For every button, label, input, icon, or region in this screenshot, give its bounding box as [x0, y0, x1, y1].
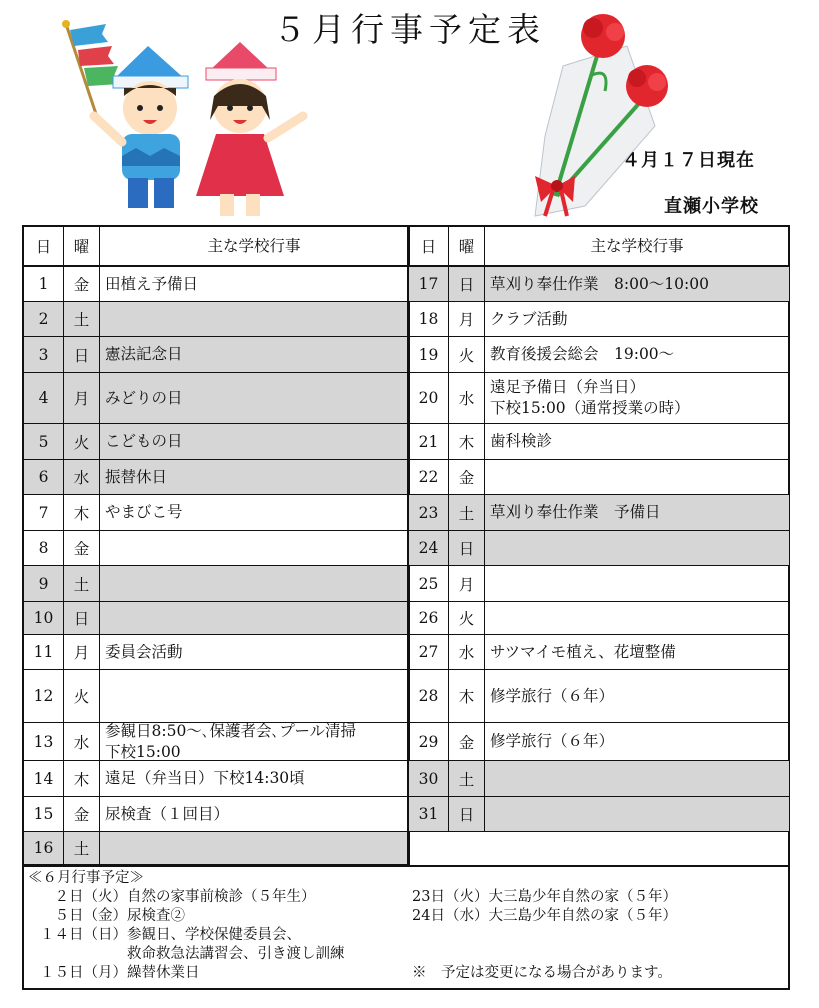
row-weekday: 木	[64, 761, 100, 796]
row-event	[100, 832, 408, 864]
row-weekday: 日	[449, 797, 485, 831]
header-day: 日	[24, 227, 64, 265]
row-weekday: 金	[449, 460, 485, 494]
row-day: 18	[409, 302, 449, 336]
table-header	[409, 227, 789, 267]
june-event-line: 23日（火）大三島少年自然の家（５年）	[412, 889, 677, 905]
row-event-line: 参観日8:50～､保護者会､プール清掃	[105, 721, 357, 740]
row-weekday: 水	[449, 635, 485, 669]
row-event: 憲法記念日	[105, 345, 183, 363]
row-event: 尿検査（１回目）	[105, 804, 230, 823]
row-weekday: 月	[449, 302, 485, 336]
row-weekday: 水	[64, 723, 100, 760]
header-event: 主な学校行事	[590, 236, 684, 255]
table-row	[409, 337, 789, 373]
row-event	[100, 602, 408, 634]
table-row	[24, 670, 408, 723]
table-row	[409, 267, 789, 302]
row-weekday: 金	[64, 531, 100, 565]
row-weekday: 日	[449, 531, 485, 565]
row-event-lines	[105, 721, 356, 763]
table-row	[24, 460, 408, 495]
table-row	[24, 424, 408, 460]
row-event	[100, 566, 408, 601]
table-row	[409, 797, 789, 832]
header-weekday: 曜	[449, 227, 485, 265]
row-event	[100, 723, 408, 760]
row-event: サツマイモ植え、花壇整備	[490, 642, 676, 661]
june-event-line: ２日（火）自然の家事前検診（５年生）	[40, 889, 316, 905]
row-day: 24	[409, 531, 449, 565]
kids-kabuto-illustration	[58, 16, 328, 221]
row-event: 修学旅行（６年）	[490, 732, 615, 750]
row-event-line: 下校15:00（通常授業の時）	[490, 399, 690, 417]
header-event: 主な学校行事	[207, 236, 301, 255]
row-weekday: 水	[64, 460, 100, 494]
table-row	[24, 602, 408, 635]
row-day: 31	[409, 797, 449, 831]
row-weekday: 火	[449, 602, 485, 634]
page-title: ５月行事予定表	[273, 10, 546, 49]
table-row	[24, 302, 408, 337]
row-day: 17	[409, 267, 449, 301]
row-event: みどりの日	[105, 388, 183, 407]
table-row	[409, 302, 789, 337]
row-event: 教育後援会総会 19:00～	[490, 345, 675, 363]
row-day: 19	[409, 337, 449, 372]
row-day: 2	[24, 302, 64, 336]
row-weekday: 月	[449, 566, 485, 601]
june-heading: ≪６月行事予定≫	[28, 870, 144, 886]
table-row	[24, 267, 408, 302]
row-event: 委員会活動	[105, 642, 183, 661]
row-event: こどもの日	[105, 432, 183, 450]
row-event: 歯科検診	[490, 432, 553, 450]
row-day: 11	[24, 635, 64, 669]
row-day: 26	[409, 602, 449, 634]
row-event: やまびこ号	[105, 503, 183, 521]
table-row	[24, 495, 408, 531]
row-weekday: 土	[64, 302, 100, 336]
header-day: 日	[409, 227, 449, 265]
row-day: 6	[24, 460, 64, 494]
row-weekday: 金	[64, 797, 100, 831]
row-weekday: 日	[449, 267, 485, 301]
row-event: クラブ活動	[490, 309, 568, 328]
row-day: 20	[409, 373, 449, 423]
table-row	[409, 531, 789, 566]
schedule-table	[22, 225, 790, 990]
row-event	[485, 797, 789, 831]
table-header	[24, 227, 408, 267]
row-day: 27	[409, 635, 449, 669]
row-day: 7	[24, 495, 64, 530]
row-day: 16	[24, 832, 64, 864]
row-event	[100, 670, 408, 722]
row-weekday: 月	[64, 373, 100, 423]
row-day: 1	[24, 267, 64, 301]
june-event-line: 24日（水）大三島少年自然の家（５年）	[412, 908, 677, 924]
row-day: 22	[409, 460, 449, 494]
table-row	[409, 424, 789, 460]
row-event: 振替休日	[105, 467, 168, 486]
row-weekday: 火	[449, 337, 485, 372]
table-row	[409, 566, 789, 602]
row-event: 田植え予備日	[105, 274, 199, 293]
row-day: 4	[24, 373, 64, 423]
table-row	[24, 635, 408, 670]
row-event	[485, 531, 789, 565]
row-day: 23	[409, 495, 449, 530]
row-weekday: 月	[64, 635, 100, 669]
june-event-line: 救命救急法講習会、引き渡し訓練	[40, 946, 345, 962]
row-day: 14	[24, 761, 64, 796]
row-day: 9	[24, 566, 64, 601]
row-weekday: 土	[449, 761, 485, 796]
row-event: 修学旅行（６年）	[490, 686, 615, 705]
table-row	[24, 797, 408, 832]
row-event-lines	[490, 377, 690, 419]
row-weekday: 土	[64, 832, 100, 864]
row-event-line: 下校15:00	[105, 742, 181, 761]
row-day: 10	[24, 602, 64, 634]
row-weekday: 金	[64, 267, 100, 301]
row-day: 15	[24, 797, 64, 831]
row-event: 遠足（弁当日）下校14:30頃	[105, 769, 305, 787]
row-weekday: 木	[449, 424, 485, 459]
table-row	[24, 566, 408, 602]
table-row	[24, 373, 408, 424]
row-event	[100, 531, 408, 565]
table-row	[409, 670, 789, 723]
table-row	[409, 761, 789, 797]
june-event-line: ５日（金）尿検査②	[40, 908, 185, 924]
row-day: 21	[409, 424, 449, 459]
carnation-bouquet-illustration	[515, 6, 690, 221]
row-weekday: 木	[449, 670, 485, 722]
row-weekday: 木	[64, 495, 100, 530]
row-weekday: 土	[64, 566, 100, 601]
row-event	[485, 373, 789, 423]
table-row	[409, 602, 789, 635]
row-day: 8	[24, 531, 64, 565]
row-weekday: 火	[64, 424, 100, 459]
june-event-line: ※ 予定は変更になる場合があります。	[412, 965, 672, 981]
row-day: 25	[409, 566, 449, 601]
row-event: 草刈り奉仕作業 8:00～10:00	[490, 274, 709, 293]
header-weekday: 曜	[64, 227, 100, 265]
table-row	[24, 723, 408, 761]
table-row	[409, 635, 789, 670]
june-event-line: １５日（月）繰替休業日	[40, 965, 200, 981]
school-name: 直瀬小学校	[664, 196, 759, 217]
table-row	[409, 373, 789, 424]
row-event	[485, 761, 789, 796]
june-schedule-section	[24, 865, 788, 988]
table-row	[24, 761, 408, 797]
row-weekday: 日	[64, 602, 100, 634]
table-row	[409, 460, 789, 495]
row-day: 30	[409, 761, 449, 796]
row-day: 13	[24, 723, 64, 760]
row-weekday: 日	[64, 337, 100, 372]
table-row	[409, 723, 789, 761]
table-row	[24, 531, 408, 566]
row-day: 12	[24, 670, 64, 722]
table-row	[409, 495, 789, 531]
row-weekday: 水	[449, 373, 485, 423]
row-event-line: 遠足予備日（弁当日）	[490, 378, 646, 396]
row-day: 28	[409, 670, 449, 722]
table-row	[24, 832, 408, 865]
row-event	[100, 302, 408, 336]
row-weekday: 火	[64, 670, 100, 722]
as-of-date: ４月１７日現在	[622, 150, 755, 171]
row-day: 3	[24, 337, 64, 372]
row-event	[485, 460, 789, 494]
june-event-line: １４日（日）参観日、学校保健委員会、	[40, 927, 301, 943]
table-row	[24, 337, 408, 373]
row-weekday: 土	[449, 495, 485, 530]
row-event	[485, 602, 789, 634]
row-event	[485, 566, 789, 601]
row-day: 29	[409, 723, 449, 760]
row-weekday: 金	[449, 723, 485, 760]
row-event: 草刈り奉仕作業 予備日	[490, 503, 661, 521]
row-day: 5	[24, 424, 64, 459]
